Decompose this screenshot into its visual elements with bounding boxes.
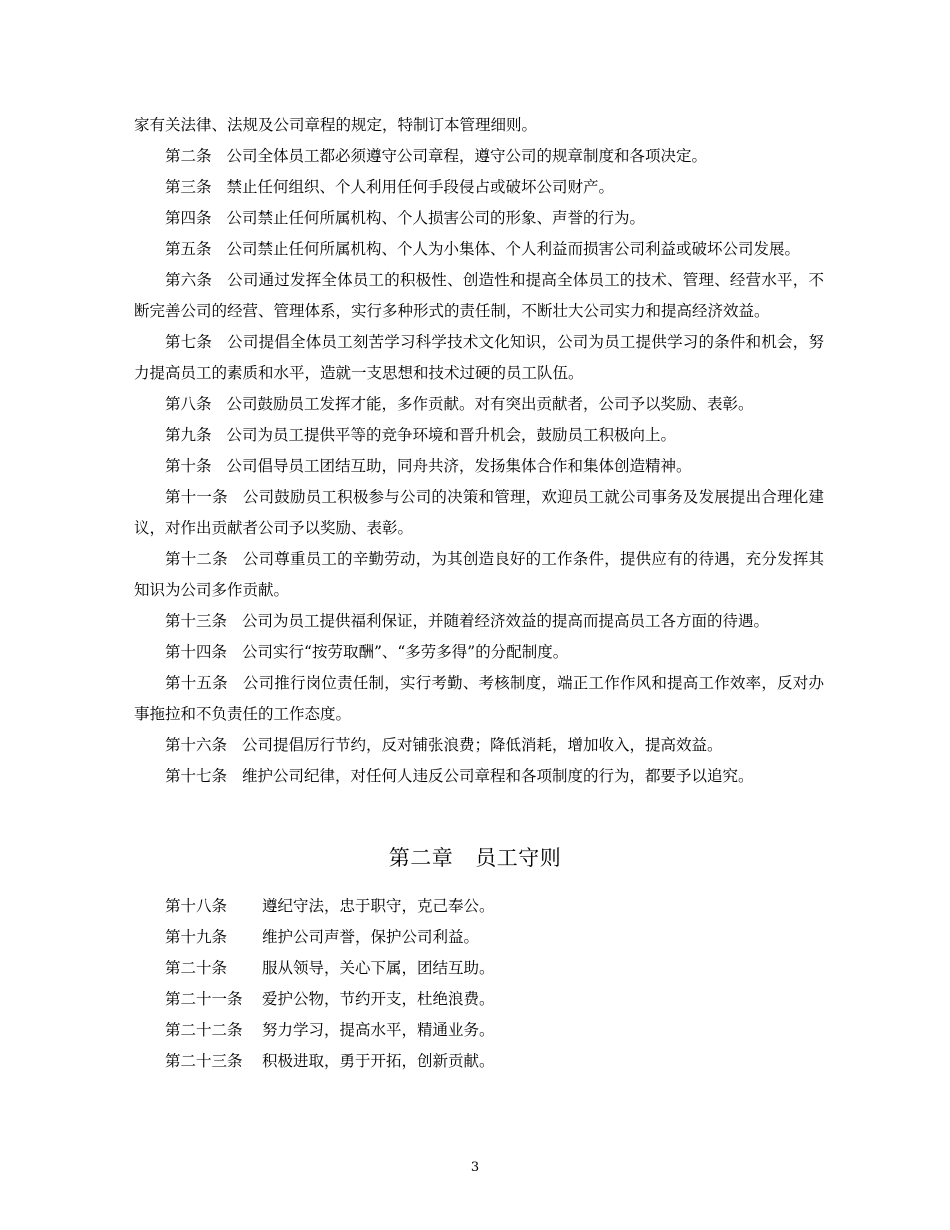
article-text: 公司全体员工都必须遵守公司章程，遵守公司的规章制度和各项决定。 (226, 147, 708, 165)
article-text: 公司为员工提供福利保证，并随着经济效益的提高而提高员工各方面的待遇。 (242, 612, 770, 630)
article-12 (134, 544, 824, 606)
article-number: 第四条 (165, 209, 212, 227)
article-number: 第二条 (165, 147, 212, 165)
article-number: 第三条 (165, 178, 212, 196)
rule-number: 第十九条 (165, 928, 228, 946)
article-number: 第十三条 (165, 612, 228, 630)
article-2 (134, 141, 824, 172)
article-text: 公司禁止任何所属机构、个人为小集体、个人利益而损害公司利益或破坏公司发展。 (226, 240, 801, 258)
chapter-heading (0, 838, 950, 878)
article-14 (134, 637, 824, 668)
rule-item (165, 891, 765, 922)
rule-text: 服从领导，关心下属，团结互助。 (262, 959, 495, 977)
article-number: 第七条 (165, 333, 213, 351)
rule-number: 第二十条 (165, 959, 228, 977)
article-text: 公司尊重员工的辛勤劳动，为其创造良好的工作条件，提供应有的待遇，充分发挥其知识为公司多作贡献。 (134, 550, 824, 599)
rule-text: 维护公司声誉，保护公司利益。 (262, 928, 480, 946)
article-text: 公司禁止任何所属机构、个人损害公司的形象、声誉的行为。 (226, 209, 646, 227)
article-text: 维护公司纪律，对任何人违反公司章程和各项制度的行为，都要予以追究。 (242, 767, 754, 785)
rule-number: 第二十一条 (165, 990, 243, 1008)
article-number: 第十五条 (165, 674, 228, 692)
article-text: 公司实行“按劳取酬”、“多劳多得”的分配制度。 (242, 643, 569, 661)
article-17 (134, 761, 824, 792)
article-number: 第十一条 (165, 488, 228, 506)
article-text: 公司鼓励员工发挥才能，多作贡献。对有突出贡献者，公司予以奖励、表彰。 (226, 395, 754, 413)
article-number: 第五条 (165, 240, 212, 258)
article-number: 第十七条 (165, 767, 228, 785)
rule-number: 第二十二条 (165, 1021, 243, 1039)
rule-text: 爱护公物，节约开支，杜绝浪费。 (262, 990, 495, 1008)
opening-paragraph: 家有关法律、法规及公司章程的规定，特制订本管理细则。 (134, 116, 538, 134)
article-15 (134, 668, 824, 730)
chapter-title: 员工守则 (475, 846, 562, 870)
article-text: 公司提倡全体员工刻苦学习科学技术文化知识，公司为员工提供学习的条件和机会，努力提高员工的素质和水平，造就一支思想和技术过硬的员工队伍。 (134, 333, 824, 382)
chapter-one-body (134, 110, 824, 792)
rule-text: 积极进取，勇于开拓，创新贡献。 (262, 1052, 495, 1070)
rule-number: 第十八条 (165, 897, 228, 915)
rule-number: 第二十三条 (165, 1052, 243, 1070)
article-13 (134, 606, 824, 637)
article-number: 第十二条 (165, 550, 228, 568)
article-number: 第十六条 (165, 736, 228, 754)
chapter-number: 第二章 (388, 846, 454, 870)
article-8 (134, 389, 824, 420)
page-number: 3 (470, 1160, 480, 1175)
article-text: 公司为员工提供平等的竞争环境和晋升机会，鼓励员工积极向上。 (226, 426, 677, 444)
rule-item (165, 1015, 765, 1046)
article-text: 公司倡导员工团结互助，同舟共济，发扬集体合作和集体创造精神。 (226, 457, 692, 475)
employee-rules-list (165, 891, 765, 1077)
article-text: 禁止任何组织、个人利用任何手段侵占或破坏公司财产。 (226, 178, 615, 196)
article-11 (134, 482, 824, 544)
article-text: 公司提倡厉行节约，反对铺张浪费；降低消耗，增加收入，提高效益。 (242, 736, 723, 754)
rule-item (165, 922, 765, 953)
rule-text: 努力学习，提高水平，精通业务。 (262, 1021, 495, 1039)
rule-text: 遵纪守法，忠于职守，克己奉公。 (262, 897, 495, 915)
article-text: 公司鼓励员工积极参与公司的决策和管理，欢迎员工就公司事务及发展提出合理化建议，对作出贡献者公司予以奖励、表彰。 (134, 488, 824, 537)
rule-item (165, 953, 765, 984)
article-5 (134, 234, 824, 265)
article-number: 第十四条 (165, 643, 228, 661)
article-16 (134, 730, 824, 761)
article-4 (134, 203, 824, 234)
article-7 (134, 327, 824, 389)
article-text: 公司通过发挥全体员工的积极性、创造性和提高全体员工的技术、管理、经营水平，不断完善公司的经营、管理体系，实行多种形式的责任制，不断壮大公司实力和提高经济效益。 (134, 271, 824, 320)
article-number: 第八条 (165, 395, 212, 413)
article-3 (134, 172, 824, 203)
article-10 (134, 451, 824, 482)
article-number: 第九条 (165, 426, 212, 444)
article-6 (134, 265, 824, 327)
article-text: 公司推行岗位责任制，实行考勤、考核制度，端正工作作风和提高工作效率，反对办事拖拉和不负责任的工作态度。 (134, 674, 824, 723)
article-number: 第六条 (165, 271, 213, 289)
rule-item (165, 1046, 765, 1077)
article-9 (134, 420, 824, 451)
rule-item (165, 984, 765, 1015)
article-number: 第十条 (165, 457, 212, 475)
